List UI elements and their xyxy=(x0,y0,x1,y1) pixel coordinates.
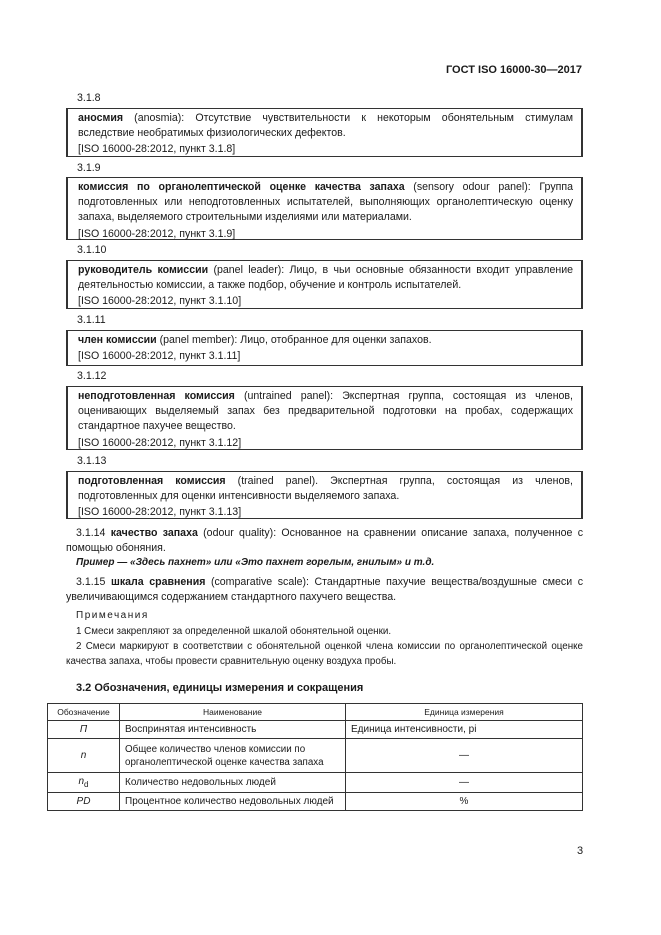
example-text: Пример — «Здесь пахнет» или «Это пахнет горелым, гнилым» и т.д. xyxy=(76,557,435,568)
term-number: 3.1.10 xyxy=(77,244,107,256)
unit-cell: — xyxy=(346,773,583,793)
page-number: 3 xyxy=(577,845,584,857)
term-name: качество запаха xyxy=(110,527,198,539)
symbols-table xyxy=(47,703,583,811)
term-name: подготовленная комиссия xyxy=(78,475,226,487)
term-box xyxy=(66,260,583,309)
name-cell: Общее количество членов комиссии по органолептической оценке качества запаха xyxy=(120,739,346,773)
term-paragraph xyxy=(66,575,583,605)
section-title: 3.2 Обозначения, единицы измерения и сокращения xyxy=(76,682,364,694)
term-definition: (comparative scale): Стандартные пахучие вещества/воздушные смеси с увеличивающимся содержанием стандартного пахучего вещества. xyxy=(66,576,583,603)
term-reference: [ISO 16000-28:2012, пункт 3.1.10] xyxy=(78,295,242,308)
term-reference: [ISO 16000-28:2012, пункт 3.1.11] xyxy=(78,350,241,363)
term-definition: (sensory odour panel): Группа подготовленных или неподготовленных испытателей, выполняющих органолептическую оценку запаха, выделяемого строительными изделиями или материалами. xyxy=(78,181,573,224)
term-name: шкала сравнения xyxy=(111,576,206,588)
term-reference: [ISO 16000-28:2012, пункт 3.1.9] xyxy=(78,227,236,240)
term-reference: [ISO 16000-28:2012, пункт 3.1.13] xyxy=(78,506,242,519)
term-number: 3.1.11 xyxy=(77,314,106,326)
term-reference: [ISO 16000-28:2012, пункт 3.1.8] xyxy=(78,143,236,156)
term-definition: (panel leader): Лицо, в чьи основные обязанности входит управление деятельностью комиссии, а также подбор, обучение и контроль испытателей. xyxy=(78,264,573,292)
term-box xyxy=(66,471,583,519)
symbol-subscript: d xyxy=(84,780,89,789)
column-header: Обозначение xyxy=(48,704,120,721)
symbol-cell: PD xyxy=(48,793,120,811)
note-item: 2 Смеси маркируют в соответствии с обонятельной оценкой члена комиссии по органолептической оценке качества запаха, чтобы провести сравнительную оценку воздуха пробы. xyxy=(66,641,583,667)
term-definition: (odour quality): Основанное на сравнении описание запаха, полученное с помощью обоняния. xyxy=(66,527,583,554)
column-header: Наименование xyxy=(120,704,346,721)
document-header: ГОСТ ISO 16000-30—2017 xyxy=(445,64,582,76)
term-name: комиссия по органолептической оценке качества запаха xyxy=(78,181,405,193)
term-definition: (panel member): Лицо, отобранное для оценки запахов. xyxy=(156,334,432,346)
symbol-text: n xyxy=(78,776,85,787)
term-number: 3.1.13 xyxy=(77,455,107,467)
term-definition: (untrained panel): Экспертная группа, состоящая из членов, оценивающих выделяемый запах без предварительной подготовки на пробах, содержащих стандартное пахучее вещество. xyxy=(78,390,574,433)
term-paragraph xyxy=(66,526,583,556)
term-box xyxy=(66,177,583,240)
term-definition: (anosmia): Отсутствие чувствительности к некоторым обонятельным стимулам вследствие необратимых физиологических дефектов. xyxy=(78,112,573,140)
term-number: 3.1.14 xyxy=(76,527,111,539)
note-item: 1 Смеси закрепляют за определенной шкалой обонятельной оценки. xyxy=(76,626,392,637)
table-header-row xyxy=(48,704,583,721)
unit-cell: Единица интенсивности, pi xyxy=(346,721,583,739)
table-row xyxy=(48,773,583,793)
table-row xyxy=(48,739,583,773)
symbol-cell: П xyxy=(48,721,120,739)
term-box xyxy=(66,386,583,450)
symbol-cell xyxy=(48,773,120,793)
term-number: 3.1.12 xyxy=(77,370,107,382)
term-name: аносмия xyxy=(78,112,124,124)
term-box xyxy=(66,108,583,157)
name-cell: Воспринятая интенсивность xyxy=(120,721,346,739)
unit-cell: % xyxy=(346,793,583,811)
unit-cell: — xyxy=(346,739,583,773)
name-cell: Процентное количество недовольных людей xyxy=(120,793,346,811)
column-header: Единица измерения xyxy=(346,704,583,721)
term-name: неподготовленная комиссия xyxy=(78,390,235,402)
term-number: 3.1.15 xyxy=(76,576,112,588)
table-row xyxy=(48,793,583,811)
term-name: член комиссии xyxy=(78,334,157,346)
term-definition: (trained panel). Экспертная группа, состоящая из членов, подготовленных для оценки интенсивности выделяемого запаха. xyxy=(78,475,573,503)
term-number: 3.1.8 xyxy=(77,92,101,104)
symbol-cell: n xyxy=(48,739,120,773)
notes-heading: Примечания xyxy=(76,610,149,621)
term-number: 3.1.9 xyxy=(77,162,101,174)
term-name: руководитель комиссии xyxy=(78,264,209,276)
term-box xyxy=(66,330,583,366)
table-row xyxy=(48,721,583,739)
term-reference: [ISO 16000-28:2012, пункт 3.1.12] xyxy=(78,436,242,449)
name-cell: Количество недовольных людей xyxy=(120,773,346,793)
